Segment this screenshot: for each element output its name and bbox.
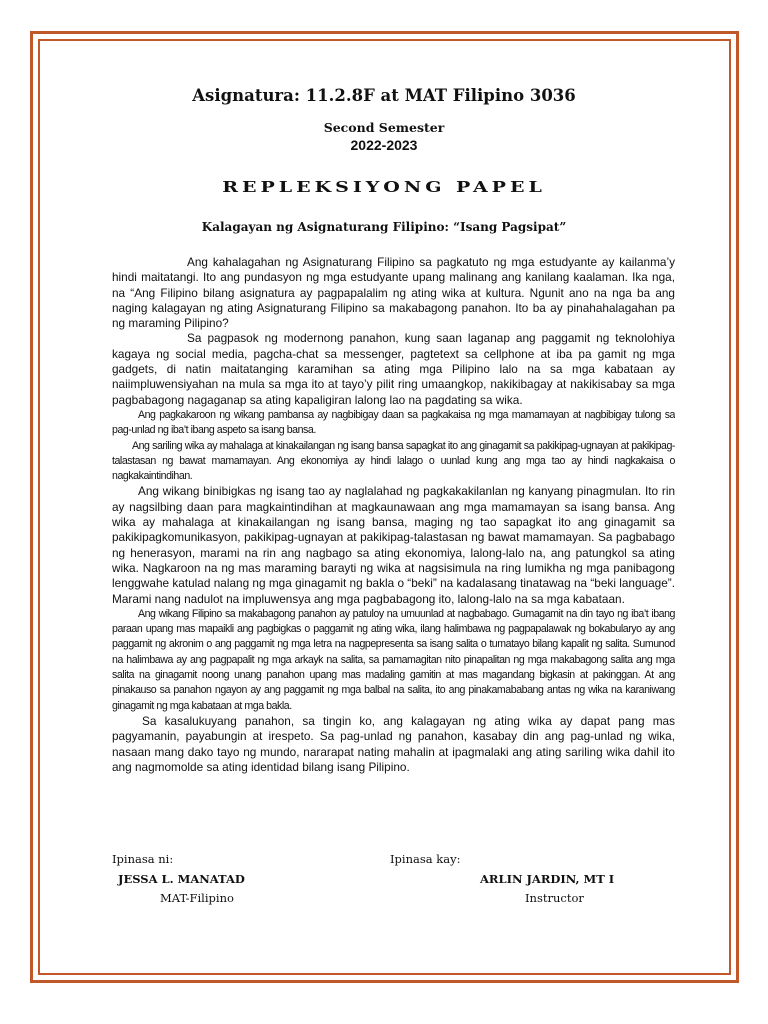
semester-label: Second Semester — [323, 120, 445, 135]
essay-paragraph-1: Ang kahalagahan ng Asignaturang Filipino sa pagkatuto ng mga estudyante ay kailanma’y hindi maitatangi. Ito ang pundasyon ng mga estudyante upang malinang ang kanilang kaalaman. Ika nga, na “Ang Filipino bilang asignatura ay pagpapalalim ng ating wika at kultura. Ngunit ano na nga ba ang naging kalagayan ng ating Asignaturang Filipino sa makabagong panahon. Ito ba ay pinahahalagahan pa ng maraming Pilipino? — [112, 255, 675, 331]
essay-body — [112, 255, 675, 845]
course-heading: Asignatura: 11.2.8F at MAT Filipino 3036 — [192, 86, 576, 105]
submitted-to-label: Ipinasa kay: — [390, 852, 461, 866]
document-title: REPLEKSIYONG PAPEL — [222, 178, 546, 196]
submitted-to-role: Instructor — [525, 891, 584, 905]
school-year: 2022-2023 — [350, 137, 418, 153]
essay-paragraph-6: Ang wikang Filipino sa makabagong panahon ay patuloy na umuunlad at nagbabago. Gumagamit na din tayo ng iba’t ibang paraan upang mas mapaikli ang pagbigkas o paggamit ng ating wika, ilang halimbawa ng pagpapalawak ng bokabularyo ay ang paggamit ng akronim o ang paggamit ng mga letra na nagpepresenta sa isang salita o tumatayo bilang kapalit ng salita. Sumunod na halimbawa ay ang pagpapalit ng mga arkayk na salita, sa pamamagitan nito pinapalitan ng mga makabagong salita ang mga salita na ginagamit noong unang panahon upang mas madaling gamitin at mas magandang bigkasin at pakinggan. At ang pinakauso sa panahon ngayon ay ang paggamit ng mga balbal na salita, ito ang pinakamababang antas ng wika na karaniwang ginagamit ng mga kabataan at mga bakla. — [112, 607, 675, 712]
essay-paragraph-2: Sa pagpasok ng modernong panahon, kung saan laganap ang paggamit ng teknolohiya kagaya ng social media, pagcha-chat sa messenger, pagtetext sa cellphone at iba pa gamit ng mga gadgets, di natin maitatanging karamihan sa ating mga Pilipino lalo na sa mga kabataan ay naiimpluwensiyahan na mula sa mga ito at tayo’y pilit ring umaangkop, nakikibagay at nakikisabay sa mga pagbabagong nagaganap sa ating kapaligiran lalong lao na pagdating sa wika. — [112, 331, 675, 407]
submitted-by-role: MAT-Filipino — [160, 891, 234, 905]
essay-paragraph-5: Ang wikang binibigkas ng isang tao ay naglalahad ng pagkakakilanlan ng kanyang pinagmulan. Ito rin ay nagsilbing daan para magkaintindihan at magkaunawaan ang mga mamamayan sa isang bansa. Ang wika ay mahalaga at kinakailangan ng isang bansa, maging ng tao sapagkat ito ang ginagamit sa pakikipagkomunikasyon, pakikipag-ugnayan at pakikipag-talastasan ng bawat mamamayan. Sa pagbabago ng henerasyon, marami na rin ang nagbago sa ating ekonomiya, lalong-lalo na, ang patungkol sa ating wika. Nagkaroon na ng mas maraming barayti ng wika at nagsisimula na ring lumikha ng mga panibagong lenggwahe katulad nalang ng mga ginagamit ng bakla o “beki” na kadalasang tinatawag na “beki language”. Marami nang nadulot na impluwensya ang mga pagbabagong ito, lalong-lalo na sa mga kabataan. — [112, 484, 675, 606]
submitted-by-name: JESSA L. MANATAD — [118, 872, 245, 886]
essay-paragraph-4: Ang sariling wika ay mahalaga at kinakailangan ng isang bansa sapagkat ito ang ginagamit sa pakikipag-ugnayan at pakikipag-talastasan ng bawat mamamayan. Ang ekonomiya ay hindi lalago o uunlad kung ang mga tao ay hindi nagkakaisa o nagkakaintindihan. — [112, 439, 675, 483]
document-subtitle: Kalagayan ng Asignaturang Filipino: “Isang Pagsipat” — [201, 220, 567, 234]
submitted-by-label: Ipinasa ni: — [112, 852, 174, 866]
submitted-to-name: ARLIN JARDIN, MT I — [480, 872, 615, 886]
essay-paragraph-3: Ang pagkakaroon ng wikang pambansa ay nagbibigay daan sa pagkakaisa ng mga mamamayan at nagbibigay tulong sa pag-unlad ng iba’t ibang aspeto sa isang bansa. — [112, 408, 675, 437]
essay-paragraph-7: Sa kasalukuyang panahon, sa tingin ko, ang kalagayan ng ating wika ay dapat pang mas pagyamanin, payabungin at irespeto. Sa pag-unlad ng panahon, kasabay din ang pag-unlad ng wika, nasaan mang dako tayo ng mundo, nararapat nating mahalin at ipagmalaki ang ating sariling wika dahil ito ang nagmomolde sa ating identidad bilang isang Pilipino. — [112, 713, 675, 774]
